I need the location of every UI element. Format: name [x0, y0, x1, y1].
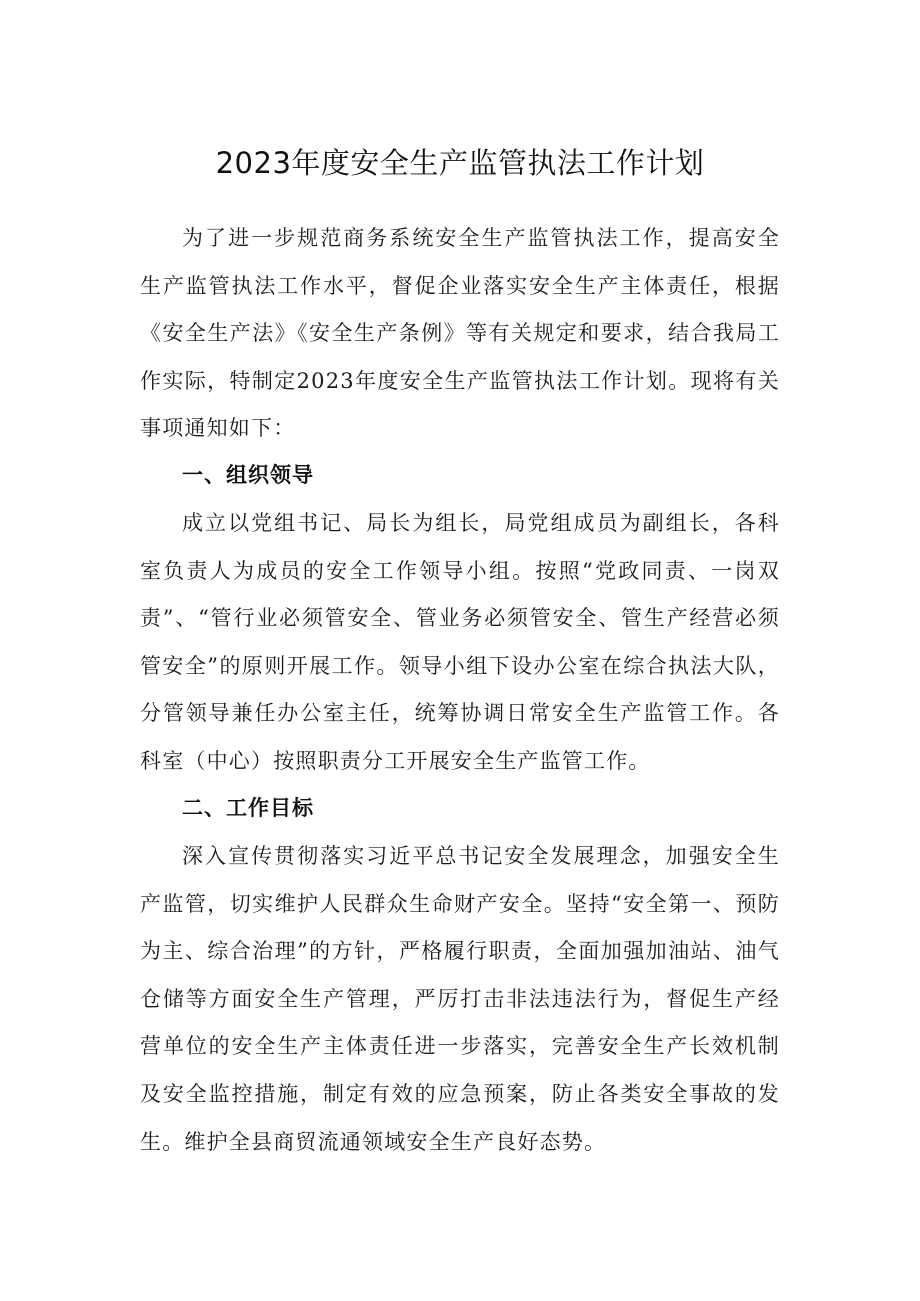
section-body-organization: 成立以党组书记、局长为组长，局党组成员为副组长，各科室负责人为成员的安全工作领导小组。按照“党政同责、一岗双责”、“管行业必须管安全、管业务必须管安全、管生产经营必须管安全”的原则开展工作。领导小组下设办公室在综合执法大队，分管领导兼任办公室主任，统筹协调日常安全生产监管工作。各科室（中心）按照职责分工开展安全生产监管工作。: [140, 511, 780, 773]
section-heading-goals: 二、工作目标: [182, 796, 314, 820]
document-title: 2023年度安全生产监管执法工作计划: [215, 146, 705, 180]
section-heading-organization: 一、组织领导: [182, 463, 314, 487]
section-body-goals: 深入宣传贯彻落实习近平总书记安全发展理念，加强安全生产监管，切实维护人民群众生命财产安全。坚持“安全第一、预防为主、综合治理”的方针，严格履行职责，全面加强加油站、油气仓储等方面安全生产管理，严厉打击非法违法行为，督促生产经营单位的安全生产主体责任进一步落实，完善安全生产长效机制及安全监控措施，制定有效的应急预案，防止各类安全事故的发生。维护全县商贸流通领域安全生产良好态势。: [140, 844, 780, 1154]
intro-paragraph: 为了进一步规范商务系统安全生产监管执法工作，提高安全生产监管执法工作水平，督促企业落实安全生产主体责任，根据《安全生产法》《安全生产条例》等有关规定和要求，结合我局工作实际，特制定2023年度安全生产监管执法工作计划。现将有关事项通知如下：: [140, 226, 780, 441]
